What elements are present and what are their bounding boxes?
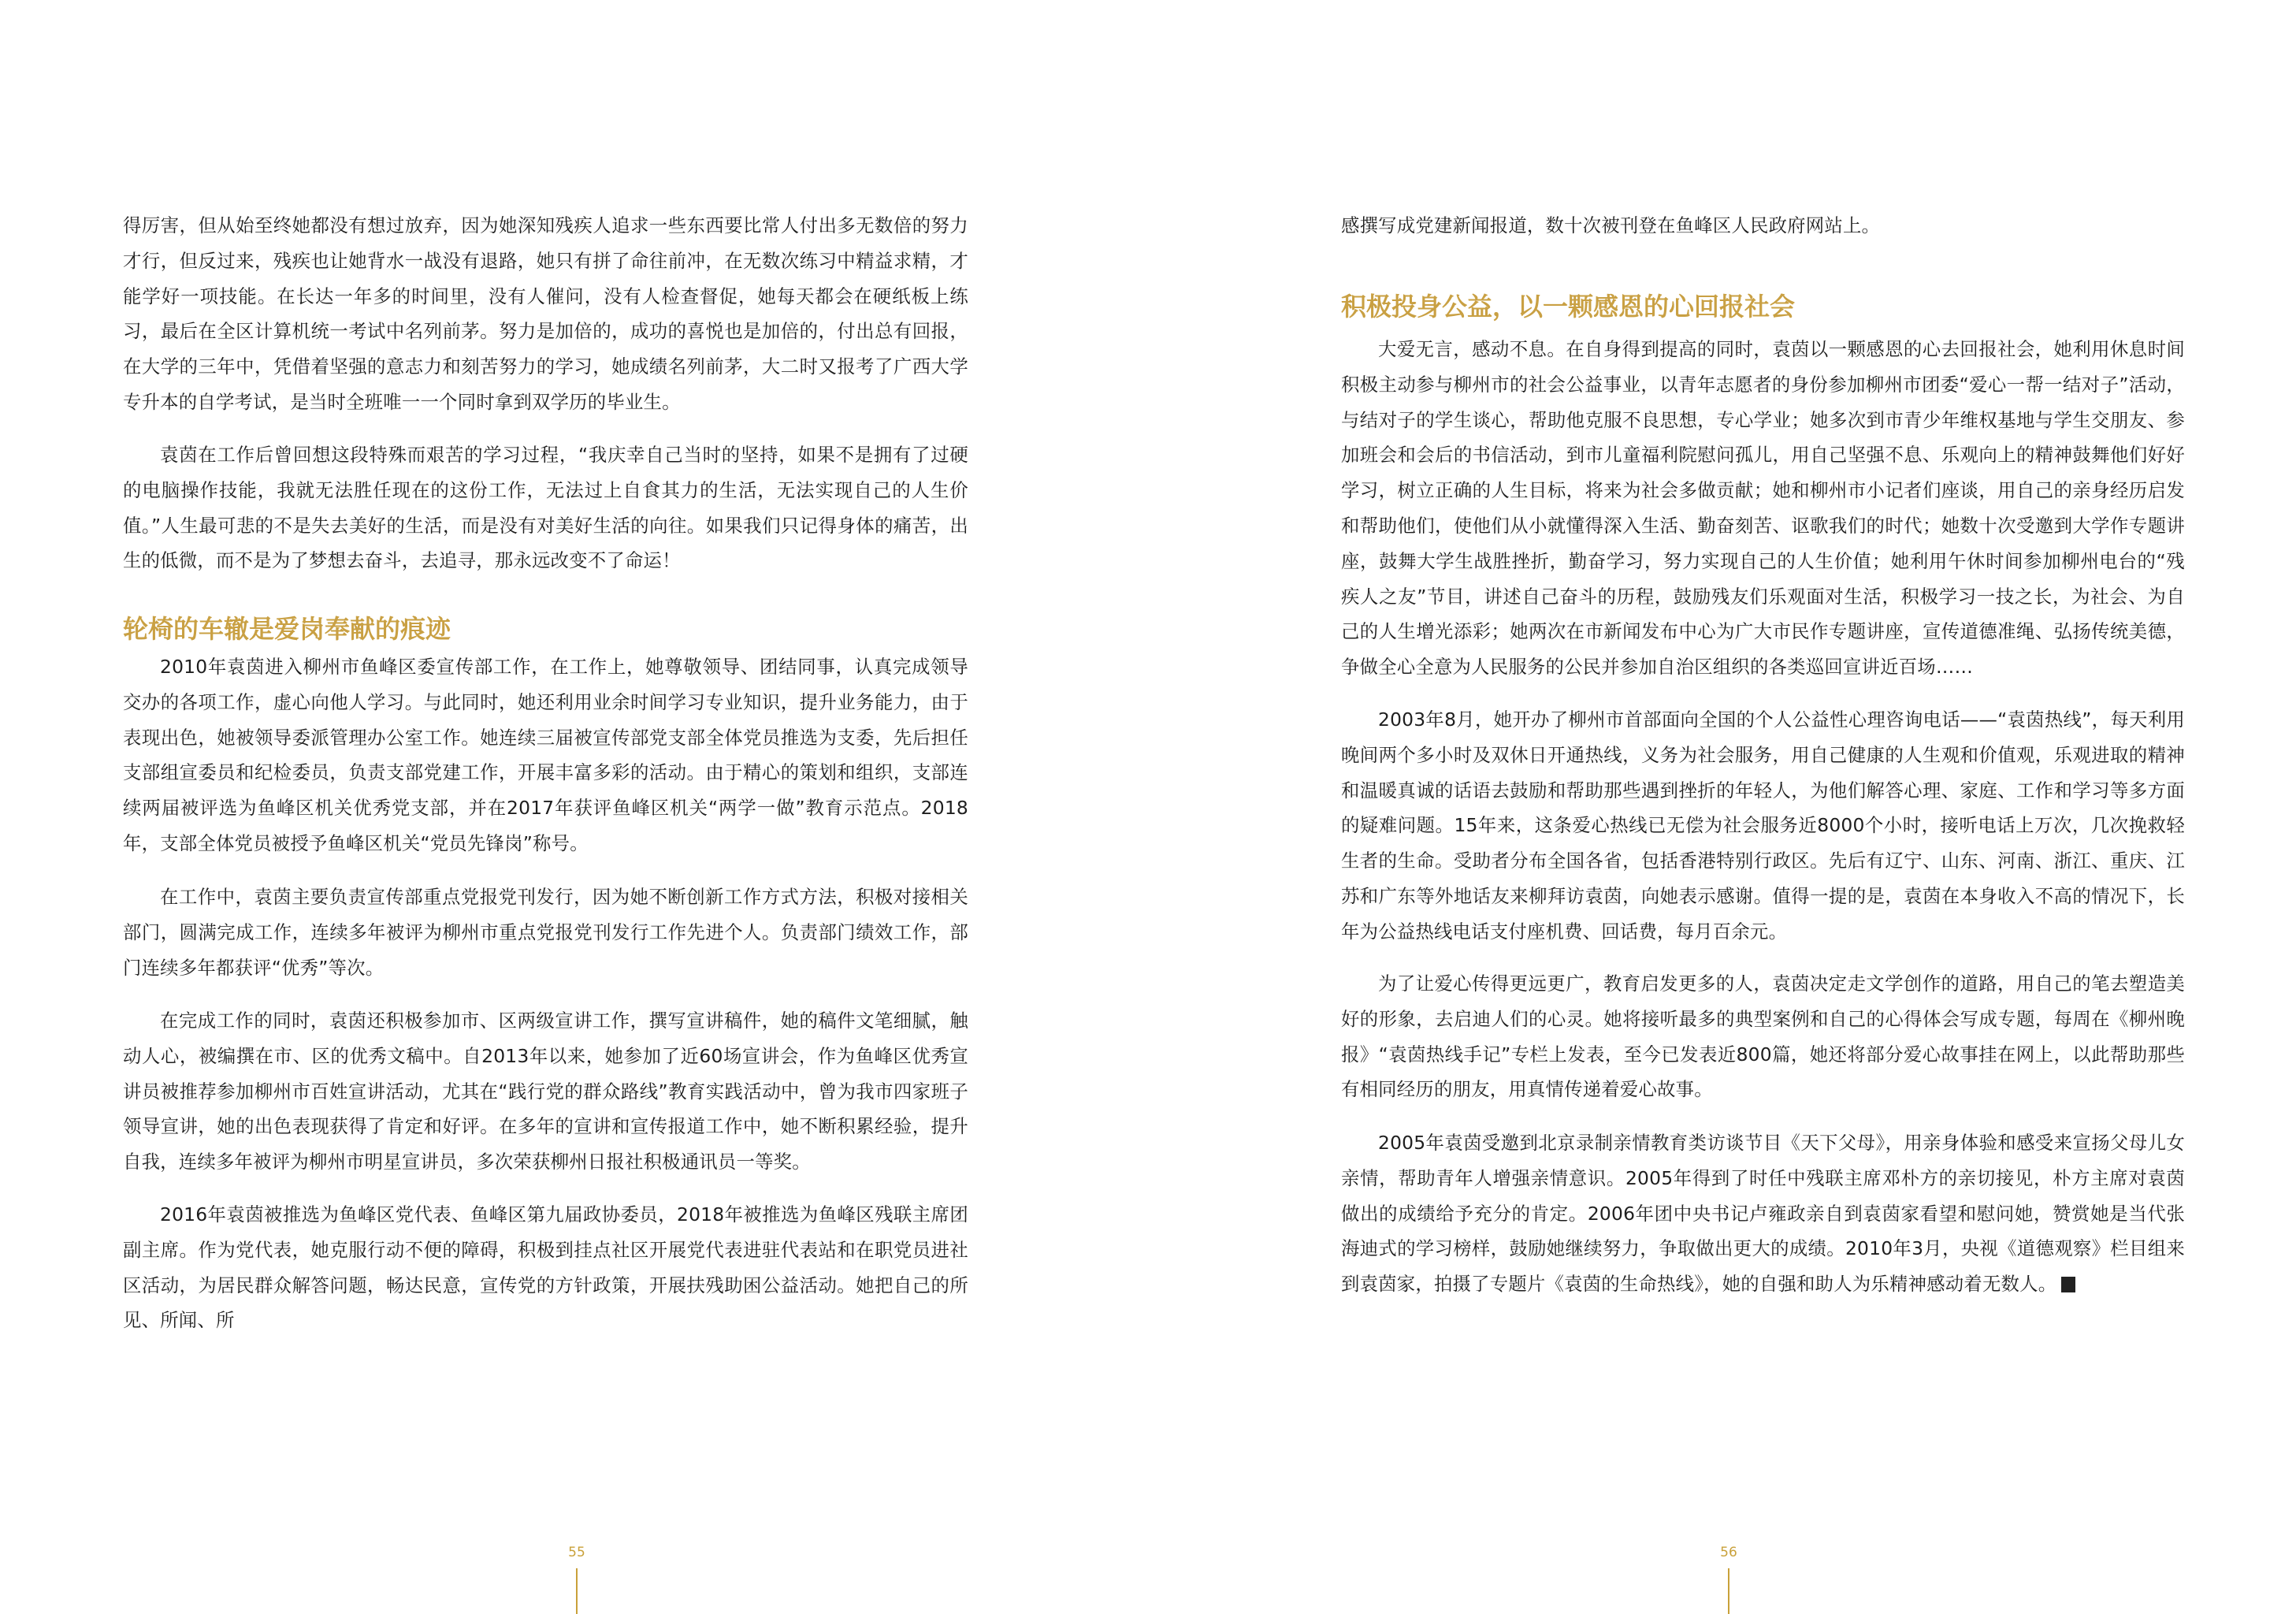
paragraph-final bbox=[1341, 1125, 2185, 1302]
paragraph: 为了让爱心传得更远更广，教育启发更多的人，袁茵决定走文学创作的道路，用自己的笔去塑造美好的形象，去启迪人们的心灵。她将接听最多的典型案例和自己的心得体会写成专题，每周在《柳州晚报》“袁茵热线手记”专栏上发表，至今已发表近800篇，她还将部分爱心故事挂在网上，以此帮助那些有相同经历的朋友，用真情传递着爱心故事。 bbox=[1341, 972, 2185, 1101]
page-number-right: 56 bbox=[1720, 1545, 1737, 1560]
paragraph-text: 2005年袁茵受邀到北京录制亲情教育类访谈节目《天下父母》，用亲身体验和感受来宣扬父母儿女亲情，帮助青年人增强亲情意识。2005年得到了时任中残联主席邓朴方的亲切接见，朴方主席对袁茵做出的成绩给予充分的肯定。2006年团中央书记卢雍政亲自到袁茵家看望和慰问她，赞赏她是当代张海迪式的学习榜样，鼓励她继续努力，争取做出更大的成绩。2010年3月，央视《道德观察》栏目组来到袁茵家，拍摄了专题片《袁茵的生命热线》，她的自强和助人为乐精神感动着无数人。 bbox=[1341, 1132, 2185, 1296]
section-heading: 积极投身公益，以一颗感恩的心回报社会 bbox=[1341, 292, 1796, 322]
paragraph: 在完成工作的同时，袁茵还积极参加市、区两级宣讲工作，撰写宣讲稿件，她的稿件文笔细腻，触动人心，被编撰在市、区的优秀文稿中。自2013年以来，她参加了近60场宣讲会，作为鱼峰区优秀宣讲员被推荐参加柳州市百姓宣讲活动，尤其在“践行党的群众路线”教育实践活动中，曾为我市四家班子领导宣讲，她的出色表现获得了肯定和好评。在多年的宣讲和宣传报道工作中，她不断积累经验，提升自我，连续多年被评为柳州市明星宣讲员，多次荣获柳州日报社积极通讯员一等奖。 bbox=[123, 1010, 968, 1173]
paragraph: 2010年袁茵进入柳州市鱼峰区委宣传部工作，在工作上，她尊敬领导、团结同事，认真完成领导交办的各项工作，虚心向他人学习。与此同时，她还利用业余时间学习专业知识，提升业务能力，由于表现出色，她被领导委派管理办公室工作。她连续三届被宣传部党支部全体党员推选为支委，先后担任支部组宣委员和纪检委员，负责支部党建工作，开展丰富多彩的活动。由于精心的策划和组织，支部连续两届被评选为鱼峰区机关优秀党支部，并在2017年获评鱼峰区机关“两学一做”教育示范点。2018年，支部全体党员被授予鱼峰区机关“党员先锋岗”称号。 bbox=[123, 656, 968, 854]
page-number-left: 55 bbox=[568, 1545, 585, 1560]
paragraph: 袁茵在工作后曾回想这段特殊而艰苦的学习过程，“我庆幸自己当时的坚持，如果不是拥有了过硬的电脑操作技能，我就无法胜任现在的这份工作，无法过上自食其力的生活，无法实现自己的人生价值。”人生最可悲的不是失去美好的生活，而是没有对美好生活的向往。如果我们只记得身体的痛苦，出生的低微，而不是为了梦想去奋斗，去追寻，那永远改变不了命运！ bbox=[123, 444, 968, 572]
paragraph: 2003年8月，她开办了柳州市首部面向全国的个人公益性心理咨询电话——“袁茵热线”，每天利用晚间两个多小时及双休日开通热线，义务为社会服务，用自己健康的人生观和价值观，乐观进取的精神和温暖真诚的话语去鼓励和帮助那些遇到挫折的年轻人，为他们解答心理、家庭、工作和学习等多方面的疑难问题。15年来，这条爱心热线已无偿为社会服务近8000个小时，接听电话上万次，几次挽救轻生者的生命。受助者分布全国各省，包括香港特别行政区。先后有辽宁、山东、河南、浙江、重庆、江苏和广东等外地话友来柳拜访袁茵，向她表示感谢。值得一提的是，袁茵在本身收入不高的情况下，长年为公益热线电话支付座机费、回话费，每月百余元。 bbox=[1341, 708, 2185, 943]
paragraph: 在工作中，袁茵主要负责宣传部重点党报党刊发行，因为她不断创新工作方式方法，积极对接相关部门，圆满完成工作，连续多年被评为柳州市重点党报党刊发行工作先进个人。负责部门绩效工作，部门连续多年都获评“优秀”等次。 bbox=[123, 886, 968, 979]
page-number-rule-right bbox=[1728, 1568, 1729, 1614]
section-heading: 轮椅的车辙是爱岗奉献的痕迹 bbox=[123, 614, 451, 644]
paragraph: 大爱无言，感动不息。在自身得到提高的同时，袁茵以一颗感恩的心去回报社会，她利用休息时间积极主动参与柳州市的社会公益事业，以青年志愿者的身份参加柳州市团委“爱心一帮一结对子”活动，与结对子的学生谈心，帮助他克服不良思想，专心学业；她多次到市青少年维权基地与学生交朋友、参加班会和会后的书信活动，到市儿童福利院慰问孤儿，用自己坚强不息、乐观向上的精神鼓舞他们好好学习，树立正确的人生目标，将来为社会多做贡献；她和柳州市小记者们座谈，用自己的亲身经历启发和帮助他们，使他们从小就懂得深入生活、勤奋刻苦、讴歌我们的时代；她数十次受邀到大学作专题讲座，鼓舞大学生战胜挫折，勤奋学习，努力实现自己的人生价值；她利用午休时间参加柳州电台的“残疾人之友”节目，讲述自己奋斗的历程，鼓励残友们乐观面对生活，积极学习一技之长，为社会、为自己的人生增光添彩；她两次在市新闻发布中心为广大市民作专题讲座，宣传道德准绳、弘扬传统美德，争做全心全意为人民服务的公民并参加自治区组织的各类巡回宣讲近百场…… bbox=[1341, 338, 2185, 679]
page-number-rule-left bbox=[576, 1568, 578, 1614]
paragraph: 2016年袁茵被推选为鱼峰区党代表、鱼峰区第九届政协委员，2018年被推选为鱼峰区残联主席团副主席。作为党代表，她克服行动不便的障碍，积极到挂点社区开展党代表进驻代表站和在职党员进社区活动，为居民群众解答问题，畅达民意，宣传党的方针政策，开展扶残助困公益活动。她把自己的所见、所闻、所 bbox=[123, 1203, 968, 1332]
paragraph: 得厉害，但从始至终她都没有想过放弃，因为她深知残疾人追求一些东西要比常人付出多无数倍的努力才行，但反过来，残疾也让她背水一战没有退路，她只有拼了命往前冲，在无数次练习中精益求精，才能学好一项技能。在长达一年多的时间里，没有人催问，没有人检查督促，她每天都会在硬纸板上练习，最后在全区计算机统一考试中名列前茅。努力是加倍的，成功的喜悦也是加倍的，付出总有回报，在大学的三年中，凭借着坚强的意志力和刻苦努力的学习，她成绩名列前茅，大二时又报考了广西大学专升本的自学考试，是当时全班唯一一个同时拿到双学历的毕业生。 bbox=[123, 214, 968, 413]
paragraph: 感撰写成党建新闻报道，数十次被刊登在鱼峰区人民政府网站上。 bbox=[1341, 214, 1881, 236]
end-mark-icon bbox=[2061, 1277, 2075, 1292]
